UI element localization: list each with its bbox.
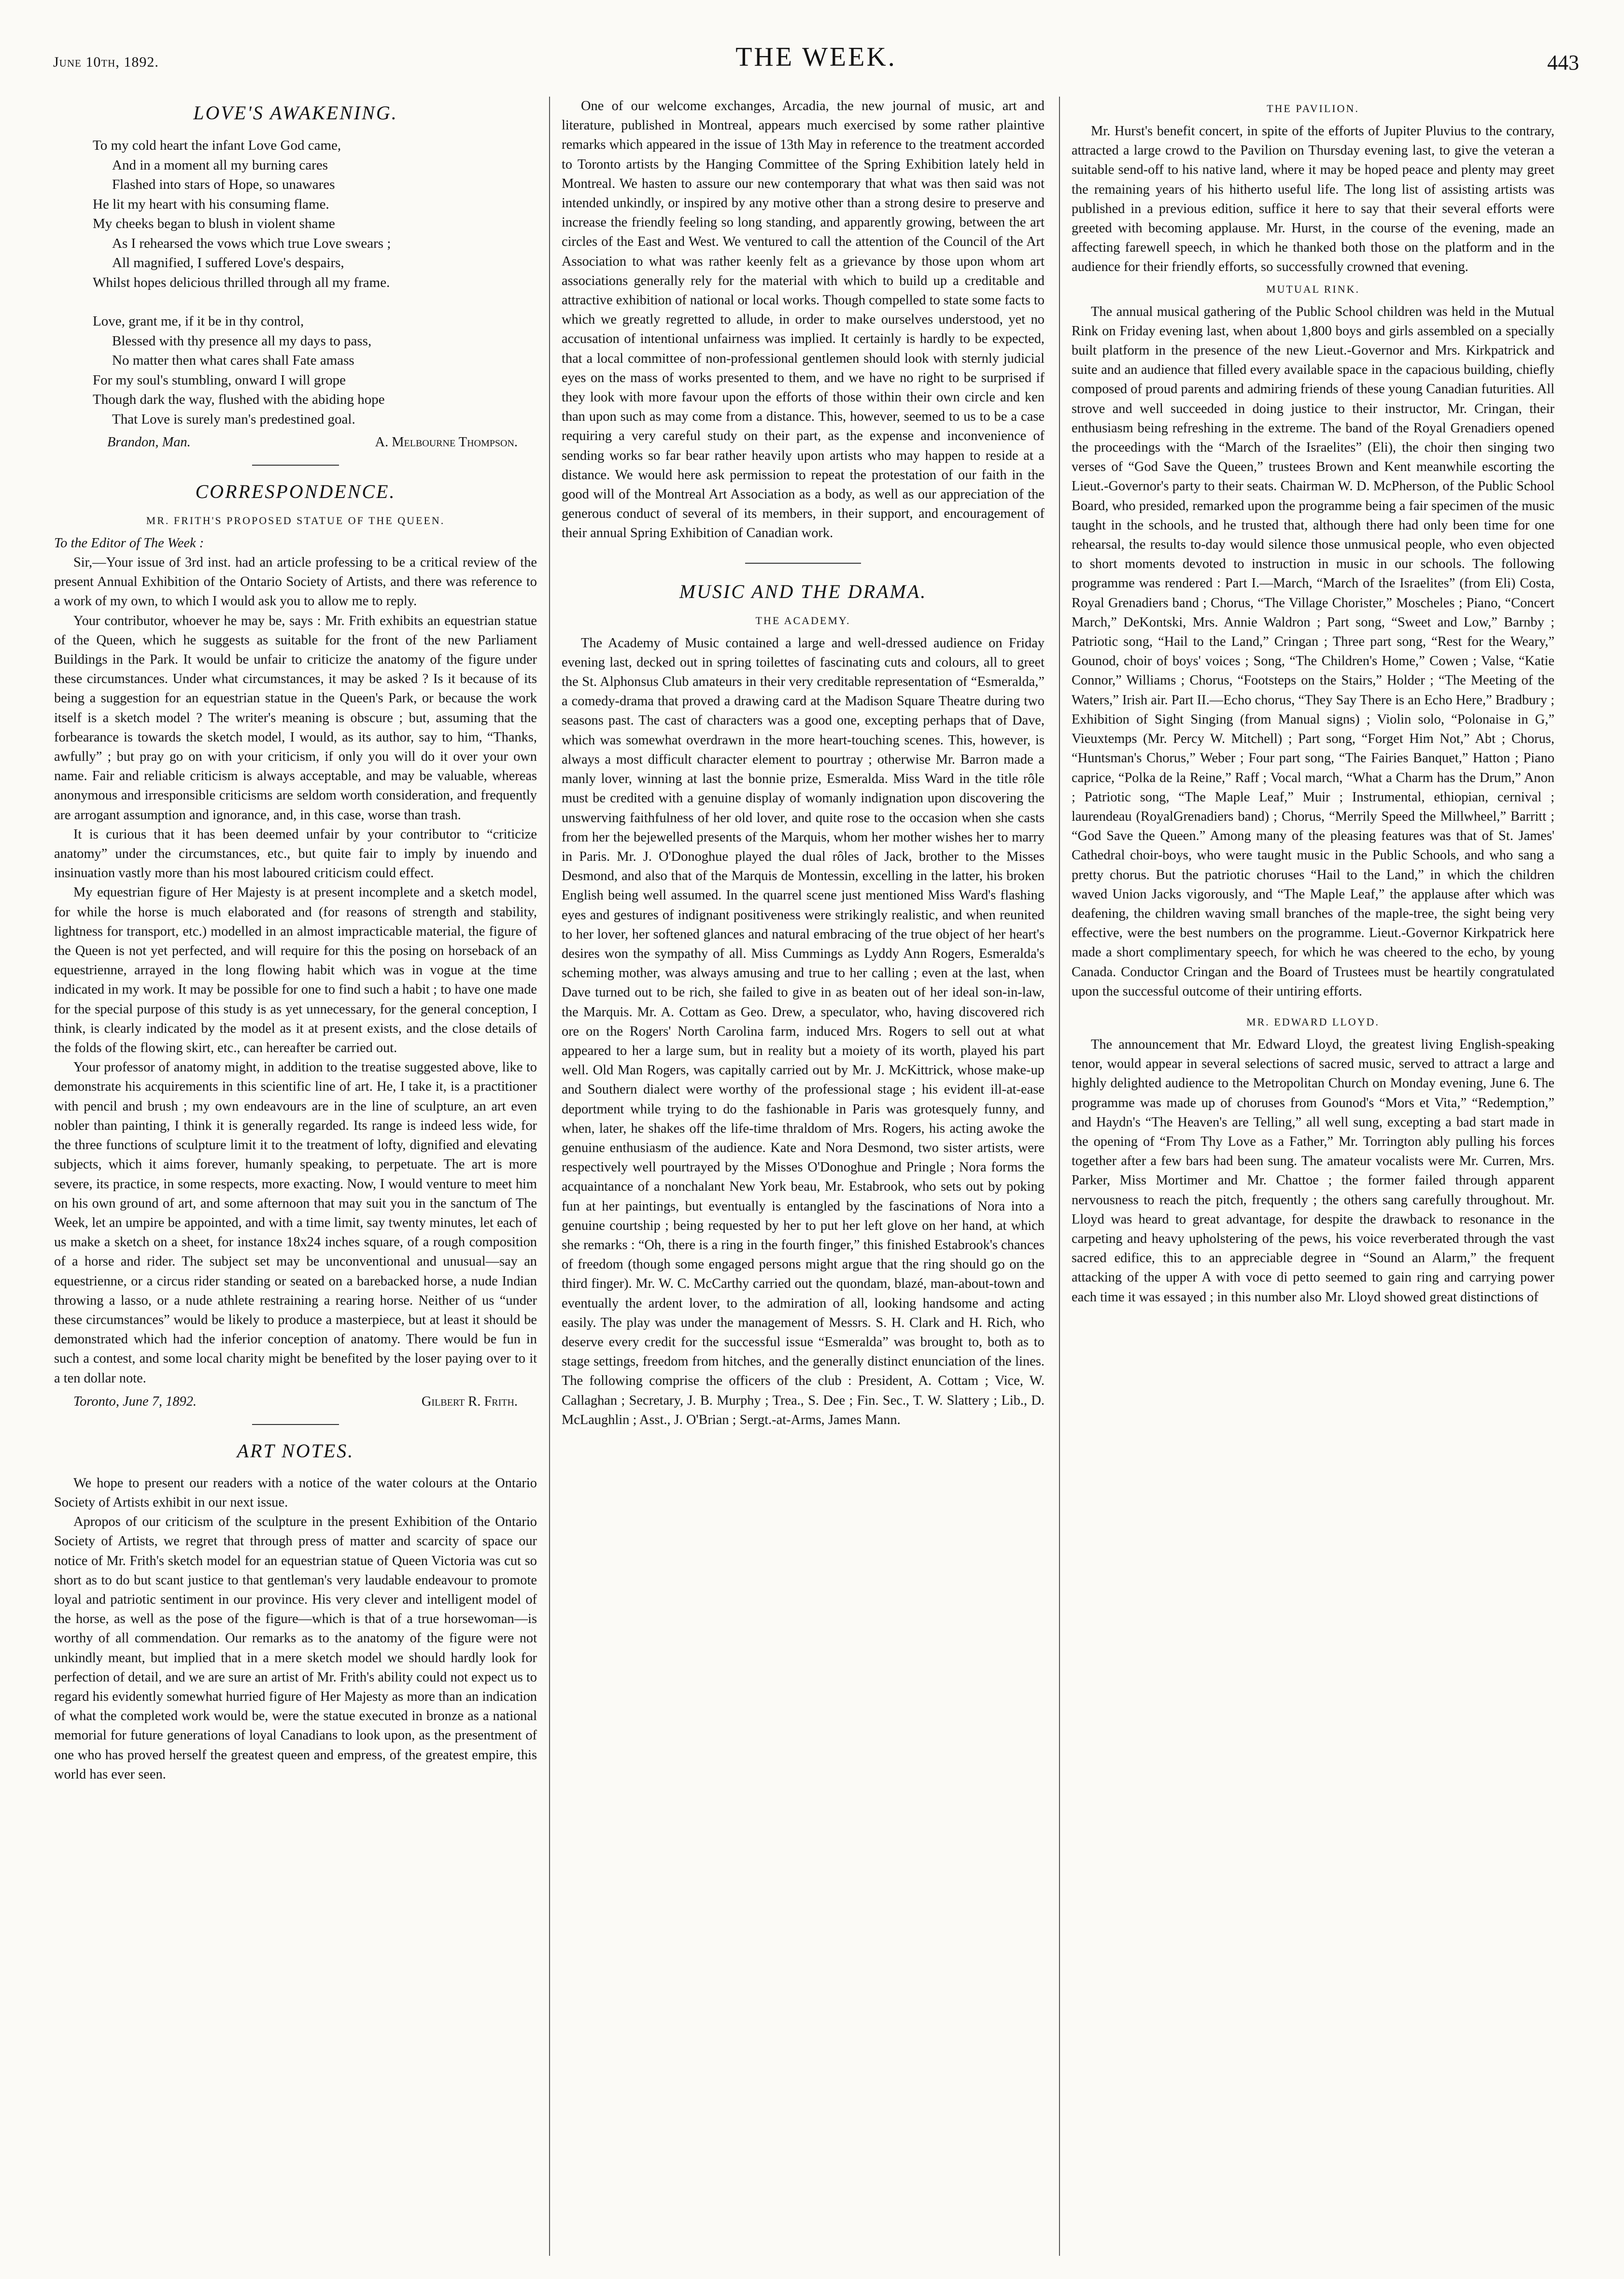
poem-place: Brandon, Man. (107, 435, 191, 450)
art-notes-paragraph: One of our welcome exchanges, Arcadia, the new journal of music, art and literature, published in Montreal, appears much exercised by some rather plaintive remarks which appeared in the issue of 13th May in reference to the treatment accorded to Toronto artists by the Hanging Committee of the Spring Exhibition lately held in Montreal. We hasten to assure our new contemporary that what was then said was not intended unkindly, or inspired by any motive other than a strong desire to preserve and increase the friendly feeling so long standing, and apparently growing, between the art circles of the East and West. We ventured to call the attention of the Council of the Art Association to what was rather keenly felt as a grievance by those upon whom art associations generally rely for the material with which to build up a creditable and attractive exhibition of national or local works. Though compelled to state some facts to which we greatly regretted to allude, in order to make ourselves understood, yet no accusation of intentional unfairness was implied. It certainly is hardly to be expected, that a local committee of non-professional gentlemen should look with sternly judicial eyes on the mass of works presented to them, and we have no right to be surprised if they look with more favour upon the efforts of those within their own circle and ken than upon such as may come from a distance. This, however, seemed to us to be a case requiring a very careful study on their part, as the expense and inconvenience of sending works so far bear rather heavily upon artists who may happen to reside at a distance. We would here ask permission to repeat the protestation of our faith in the good will of the Montreal Art Association as a body, as well as our appreciation of the generous conduct of several of its members, in their support, and encouragement of their annual Spring Exhibition of Canadian work. (562, 99, 1045, 541)
column-rule (549, 97, 550, 2256)
art-notes-title: ART NOTES. (237, 1439, 354, 1462)
column-3 (1072, 97, 1554, 2261)
column-rule (1059, 97, 1060, 2256)
poem-title: LOVE'S AWAKENING. (193, 102, 398, 124)
column-1 (54, 97, 537, 2261)
poem-line: No matter then what cares shall Fate amass (112, 353, 354, 368)
poem-line: My cheeks began to blush in violent shame (93, 216, 335, 231)
poem-line: Though dark the way, flushed with the abiding hope (93, 392, 385, 407)
letter-paragraph: Sir,—Your issue of 3rd inst. had an article professing to be a critical review of the present Annual Exhibition of the Ontario Society of Artists, and there was reference to a work of my own, to which I would ask you to allow me to reply. (54, 555, 537, 609)
poem-line: Blessed with thy presence all my days to pass, (112, 333, 372, 349)
poem-line: For my soul's stumbling, onward I will grope (93, 372, 346, 388)
correspondence-subtitle: MR. FRITH'S PROPOSED STATUE OF THE QUEEN. (146, 514, 445, 527)
academy-review: The Academy of Music contained a large and well-dressed audience on Friday evening last, decked out in spring toilettes of fascinating cuts and colours, all to greet the St. Alphonsus Club amateurs in their very creditable representation of “Esmeralda,” a comedy-drama that proved a drawing card at the Madison Square Theatre during two seasons past. The cast of characters was a good one, excepting perhaps that of Dave, which was somewhat overdrawn in the more heart-touching scenes. This, however, is always a most difficult character element to pourtray ; otherwise Mr. Barron made a manly lover, winning at last the bonnie prize, Esmeralda. Miss Ward in the title rôle must be credited with a genuine display of womanly indignation upon discovering the unswerving faithfulness of her old lover, and quite rose to the occasion when she casts from her the bejewelled presents of the Marquis, whom her mother wishes her to marry in Paris. Mr. J. O'Donoghue played the dual rôles of Jack, brother to the Misses Desmond, and also that of the Marquis de Montessin, excelling in the latter, his broken English being well assumed. In the quarrel scene just mentioned Miss Ward's flashing eyes and gestures of indignant positiveness were strikingly realistic, and when reunited to her lover, her softened glances and natural embracing of the true object of her heart's desires won the sympathy of all. Miss Cummings as Lyddy Ann Rogers, Esmeralda's scheming mother, was always amusing and true to her calling ; even at the last, when Dave turned out to be rich, she failed to give in as beaten out of her ideal son-in-law, the Marquis. Mr. A. Cottam as Geo. Drew, a speculator, who, having discovered rich ore on the Rogers' North Carolina farm, induced Mrs. Rogers to sell out at what appeared to her a large sum, but in reality but a moiety of its worth, played his part well. Old Man Rogers, was capitally carried out by Mr. J. McKittrick, whose make-up and Southern dialect were worthy of the professional stage ; his evident ill-at-ease deportment while trying to do the fashionable in Paris was grotesquely funny, and when, later, he shakes off the life-time thraldom of Mrs. Rogers, his acting awoke the genuine enthusiasm of the audience. Kate and Nora Desmond, two sister artists, were respectively well pourtrayed by the Misses O'Donoghue and Pringle ; Nora forms the acquaintance of a nonchalant New York beau, Mr. Estabrook, who sets out by poking fun at her paintings, but eventually is entangled by the fascinations of Nora into a genuine courtship ; being requested by her to put her left glove on her hand, at which she remarks : “Oh, there is a ring in the fourth finger,” this finished Estabrook's chances of freedom (though some engaged persons might argue that the ring should go on the third finger). Mr. W. C. McCarthy carried out the quondam, blazé, man-about-town and eventually the ardent lover, to the admiration of all, looking handsome and acting easily. The play was under the management of Messrs. S. H. Clark and H. Rich, who deserve every credit for the successful issue “Esmeralda” was brought to, both as to stage settings, freedom from hitches, and the generally distinct enunciation of the lines. The following comprise the officers of the club : President, A. Cottam ; Vice, W. Callaghan ; Secretary, J. B. Murphy ; Trea., S. Dee ; Fin. Sec., T. W. Slattery ; Lib., D. McLaughlin ; Asst., J. O'Brian ; Sergt.-at-Arms, James Mann. (562, 635, 1045, 1427)
art-notes-paragraph: Apropos of our criticism of the sculpture in the present Exhibition of the Ontario Society of Artists, we regret that through press of matter and scarcity of space our notice of Mr. Frith's sketch model for an equestrian statue of Queen Victoria was cut so short as to do but scant justice to that gentleman's very laudable endeavour to promote loyal and patriotic sentiment in our province. His very clever and intelligent model of the horse, as well as the pose of the figure—which is that of a true horsewoman—is worthy of all commendation. Our remarks as to the anatomy of the figure were not unkindly meant, but implied that in a mere sketch model we should hardly look for perfection of detail, and we are sure an artist of Mr. Frith's ability could not expect us to regard his evidently somewhat hurried figure of Her Majesty as more than an indication of what the completed work would be, were the statue executed in bronze as a national memorial for future generations of loyal Canadians to look upon, as the presentment of one who has proved herself the greatest queen and empress, of the greatest empire, this world has ever seen. (54, 1514, 537, 1782)
section-divider (252, 1424, 339, 1425)
poem-line: He lit my heart with his consuming flame. (93, 196, 329, 212)
issue-date: June 10th, 1892. (53, 54, 159, 70)
letter-paragraph: Your professor of anatomy might, in addition to the treatise suggested above, like to demonstrate his acquirements in this scientific line of art. He, I take it, is a practitioner with pencil and brush ; my own endeavours are in the line of sculpture, an art even nobler than painting, I think it is generally regarded. Its range is indeed less wide, for the three functions of sculpture limit it to the treatment of lofty, dignified and elevating subjects, which it aims forever, humanly speaking, to perpetuate. The art is more severe, its practice, in some respects, more exacting. Now, I would venture to meet him on his own ground of art, and some afternoon that may suit you in the sanctum of The Week, let an umpire be appointed, and with a time limit, say twenty minutes, let each of us make a sketch on a sheet, for instance 18x24 inches square, of a rough composition of a horse and rider. The subject set may be unconventional and unusual—say an equestrienne, or a circus rider standing or seated on a barebacked horse, a nude Indian throwing a lasso, or a nude athlete restraining a rearing horse. Neither of us “under these circumstances” would be likely to produce a masterpiece, but at least it should be demonstrated which had the inferior conception of anatomy. There would be fun in such a contest, and some local charity might be benefited by the loser paying over to it a ten dollar note. (54, 1060, 537, 1386)
poem-line: Love, grant me, if it be in thy control, (93, 313, 304, 329)
poem-line: Flashed into stars of Hope, so unawares (112, 177, 335, 192)
poem-line: All magnified, I suffered Love's despairs, (112, 255, 344, 271)
lloyd-subtitle: MR. EDWARD LLOYD. (1246, 1015, 1380, 1028)
poem-stanza-2 (93, 312, 537, 429)
page-number: 443 (1547, 51, 1579, 74)
lloyd-review: The announcement that Mr. Edward Lloyd, the greatest living English-speaking tenor, would appear in several selections of sacred music, served to attract a large and highly delighted audience to the Metropolitan Church on Monday evening, June 6. The programme was made up of choruses from Gounod's “Mors et Vita,” “Redemption,” and Haydn's “The Heaven's are Telling,” all well sung, excepting a bad start made in the opening of “From Thy Love as a Father,” Mr. Torrington ably pulling his forces together after a few bars had been sung. The amateur vocalists were Mr. Curren, Mrs. Parker, Miss Mortimer and Mr. Chattoe ; the former failed through apparent nervousness to reach the pitch, frequently ; the others sang carefully throughout. Mr. Lloyd was heard to great advantage, for despite the drawback to resonance in the carpeting and heavy upholstering of the pews, his voice reverberated through the vast sacred edifice, this to an appreciable degree in “Sound an Alarm,” the frequent attacking of the upper A with voce di petto seemed to gain ring and carrying power each time it was essayed ; in this number also Mr. Lloyd showed great distinctions of (1072, 1037, 1554, 1305)
section-divider (745, 563, 861, 564)
masthead (53, 42, 1579, 80)
poem-stanza-1 (93, 136, 537, 292)
poem-line: As I rehearsed the vows which true Love swears ; (112, 235, 391, 251)
letter-signature (73, 1392, 518, 1411)
poem-line: Whilst hopes delicious thrilled through all my frame. (93, 274, 390, 290)
poem-line: That Love is surely man's predestined goal. (112, 411, 355, 427)
rink-subtitle: MUTUAL RINK. (1266, 283, 1360, 295)
poem-line: And in a moment all my burning cares (112, 157, 328, 173)
pavilion-subtitle: THE PAVILION. (1267, 102, 1359, 114)
letter-place: Toronto, June 7, 1892. (73, 1394, 197, 1409)
poem-signature (107, 433, 518, 452)
pavilion-review: Mr. Hurst's benefit concert, in spite of the efforts of Jupiter Pluvius to the contrary, attracted a large crowd to the Pavilion on Thursday evening last, to give the veteran a suitable send-off to his native land, where it may be hoped peace and plenty may greet the remaining years of his hitherto useful life. The long list of assisting artists was published in a previous edition, suffice it here to say that their several efforts were greeted with becoming applause. Mr. Hurst, in the course of the evening, made an affecting farewell speech, in which he thanked both those on the platform and in the audience for their friendly efforts, so successfully crowned that evening. (1072, 124, 1554, 275)
letter-paragraph: My equestrian figure of Her Majesty is at present incomplete and a sketch model, for while the horse is much elaborated and (for reasons of strength and stability, lightness for transport, etc.) modelled in an almost impracticable material, the figure of the Queen is not yet perfected, and will require for this the posing on horseback of an equestrienne, arrayed in the long flowing habit which was in vogue at the time indicated in my work. It may be possible for one to find such a habit ; to have one made for the special purpose of this study is as yet unnecessary, for the general conception, I think, is clearly indicated by the model as it at present exists, and the close details of the folds of the flowing skirt, etc., can hereafter be carried out. (54, 885, 537, 1056)
art-notes-paragraph: We hope to present our readers with a notice of the water colours at the Ontario Society of Artists exhibit in our next issue. (54, 1475, 537, 1510)
correspondence-title: CORRESPONDENCE. (195, 481, 396, 502)
letter-author: Gilbert R. Frith. (421, 1394, 518, 1409)
rink-review: The annual musical gathering of the Public School children was held in the Mutual Rink on Friday evening last, when about 1,800 boys and girls assembled on a specially built platform in the presence of the new Lieut.-Governor and Mrs. Kirkpatrick and suite and an audience that filled every available space in the capacious building, chiefly composed of proud parents and admiring friends of these young Canadian futurities. All strove and well succeeded in doing justice to their instructor, Mr. Cringan, their enthusiasm being refreshing in the extreme. The band of the Royal Grenadiers opened the proceedings with the “March of the Israelites” (Eli), the choir then singing two verses of “God Save the Queen,” trustees Brown and Kent meanwhile escorting the Lieut.-Governor's party to their seats. Chairman W. D. McPherson, of the Public School Board, who presided, remarked upon the programme being a fair specimen of the music taught in the schools, and he trusted that, although there had only been time for one rehearsal, the results to-day would silence those unmusical people, who even objected to short moments devoted to instruction in music in our schools. The following programme was rendered : Part I.—March, “March of the Israelites” (from Eli) Costa, Royal Grenadiers band ; Chorus, “The Village Chorister,” Moscheles ; Piano, “Concert March,” DeKontski, Mrs. Annie Waldron ; Part song, “Sweet and Low,” Barnby ; Patriotic song, “Hail to the Land,” Cringan ; Three part song, “Rest for the Weary,” Gounod, choir of boys' voices ; Song, “The Children's Home,” Cowen ; Valse, “Katie Connor,” Williams ; Chorus, “Footsteps on the Stairs,” Holder ; “The Meeting of the Waters,” Irish air. Part II.—Echo chorus, “They Say There is an Echo Here,” Bradbury ; Exhibition of Sight Singing (from Manual signs) ; Violin solo, “Polonaise in G,” Vieuxtemps (Mr. Percy W. Mitchell) ; Part song, “Forget Him Not,” Abt ; Chorus, “Huntsman's Chorus,” Weber ; Four part song, “The Fairies Banquet,” Hatton ; Piano caprice, “Polka de la Reine,” Raff ; Vocal march, “What a Charm has the Drum,” Anon ; Patriotic song, “The Maple Leaf,” Muir ; Instrumental, ethiopian, cernival ; laurendeau (RoyalGrenadiers band) ; Chorus, “Merrily Speed the Millwheel,” Barritt ; “God Save the Queen.” Among many of the pleasing features was that of St. James' Cathedral choir-boys, who were taught music in the Public Schools, and who sang a pretty chorus. But the patriotic choruses “Hail to the Land,” in which the children waved Union Jacks vigorously, and “The Maple Leaf,” the applause after which was deafening, the children waving small branches of the maple-tree, the sight being very effective, were the best numbers on the programme. Lieut.-Governor Kirkpatrick here made a short complimentary speech, for which he was cheered to the echo, by young Canada. Conductor Cringan and the Board of Trustees must be heartily congratulated upon the successful outcome of their untiring efforts. (1072, 304, 1554, 999)
music-title: MUSIC AND THE DRAMA. (679, 580, 927, 602)
poem-line: To my cold heart the infant Love God came, (93, 138, 341, 153)
newspaper-title: THE WEEK. (735, 42, 897, 72)
letter-paragraph: Your contributor, whoever he may be, says : Mr. Frith exhibits an equestrian statue of the Queen, which he suggests as suitable for the front of the new Parliament Buildings in the Park. It would be unfair to criticize the anatomy of the figure under these circumstances. Under what circumstances, it may be asked ? Is it because of its being a suggestion for an equestrian statue in the Queen's Park, or because the work itself is a sketch model ? The writer's meaning is obscure ; but, assuming that the forbearance is towards the sketch model, I would, as its author, say to him, “Thanks, awfully” ; but pray go on with your criticism, if only you will do it over your own name. Fair and reliable criticism is always acceptable, and may be valuable, whereas anonymous and irresponsible criticisms are seldom worth consideration, and frequently are arrogant assumption and ignorance, and, in this case, worse than trash. (54, 613, 537, 823)
column-2 (562, 97, 1045, 2261)
letter-paragraph: It is curious that it has been deemed unfair by your contributor to “criticize anatomy” under the circumstances, etc., but quite fair to imply by inuendo and insinuation vastly more than his most laboured criticism could effect. (54, 826, 537, 881)
salutation: To the Editor of The Week : (54, 536, 204, 551)
academy-subtitle: THE ACADEMY. (755, 614, 851, 627)
section-divider (252, 465, 339, 466)
poem-author: A. Melbourne Thompson. (375, 435, 518, 450)
